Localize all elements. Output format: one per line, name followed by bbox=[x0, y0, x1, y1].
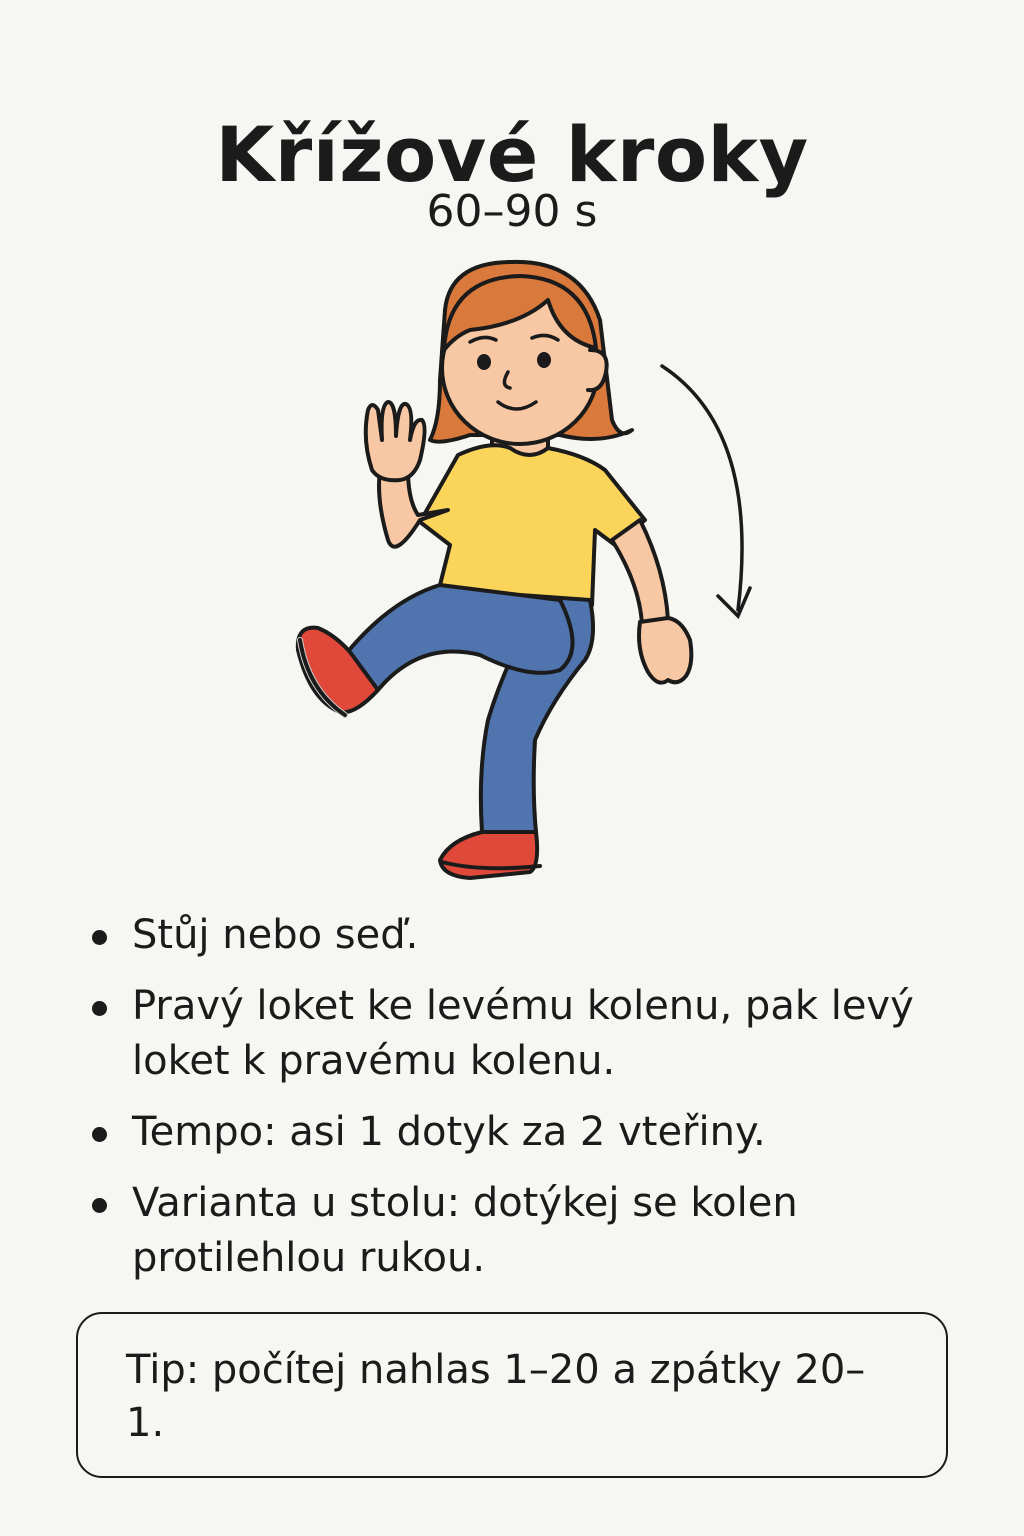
list-item bbox=[86, 908, 946, 963]
list-item bbox=[86, 1105, 946, 1160]
page-title: Křížové kroky bbox=[215, 109, 809, 199]
duration-label: 60–90 s bbox=[426, 186, 598, 237]
lowered-hand bbox=[639, 618, 691, 683]
shirt bbox=[420, 445, 645, 605]
bullet-dot-icon bbox=[92, 1001, 107, 1016]
standing-shoe bbox=[440, 832, 537, 878]
raised-hand bbox=[366, 402, 425, 480]
list-item-text: Stůj nebo seď. bbox=[132, 912, 419, 958]
bullet-dot-icon bbox=[92, 930, 107, 945]
list-item-text: Varianta u stolu: dotýkej se kolen protilehlou rukou. bbox=[132, 1180, 798, 1281]
curved-arrow-down-icon bbox=[662, 366, 750, 616]
raised-leg bbox=[345, 585, 573, 690]
instruction-list bbox=[86, 908, 946, 1302]
list-item-text: Pravý loket ke levému kolenu, pak levý loket k pravému kolenu. bbox=[132, 983, 914, 1084]
tip-text: Tip: počítej nahlas 1–20 a zpátky 20–1. bbox=[126, 1347, 866, 1446]
list-item bbox=[86, 979, 946, 1089]
list-item-text: Tempo: asi 1 dotyk za 2 vteřiny. bbox=[132, 1109, 766, 1155]
list-item bbox=[86, 1176, 946, 1286]
bullet-dot-icon bbox=[92, 1198, 107, 1213]
lowered-arm bbox=[612, 520, 668, 625]
child-cross-step-illustration bbox=[260, 250, 760, 900]
bullet-dot-icon bbox=[92, 1127, 107, 1142]
tip-box bbox=[76, 1312, 948, 1478]
